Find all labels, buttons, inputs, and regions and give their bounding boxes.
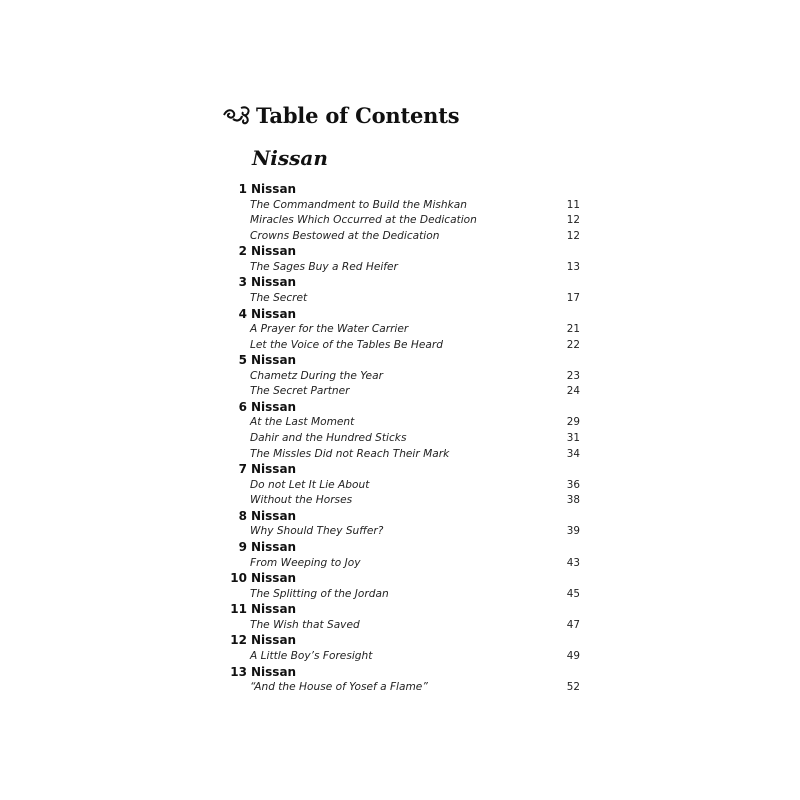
toc-day-group: [230, 571, 580, 602]
toc-entry[interactable]: [230, 680, 580, 696]
toc-entry[interactable]: [230, 384, 580, 400]
entry-page-number: 24: [566, 385, 580, 398]
entry-title: The Splitting of the Jordan: [250, 587, 389, 600]
section-title: Nissan: [252, 146, 328, 170]
day-label: Nissan: [251, 353, 297, 368]
toc-heading: [222, 100, 459, 130]
entry-title: The Wish that Saved: [250, 618, 360, 631]
toc-day-group: [230, 182, 580, 244]
day-label: Nissan: [251, 182, 297, 196]
entry-page-number: 21: [566, 323, 580, 336]
day-label: Nissan: [251, 244, 297, 259]
entry-title: A Prayer for the Water Carrier: [250, 323, 409, 336]
toc-day-group: [230, 462, 580, 509]
toc-entry[interactable]: [230, 260, 580, 276]
day-number: 2: [238, 244, 247, 259]
day-heading: [230, 665, 580, 681]
entry-page-number: 47: [566, 618, 580, 631]
day-number: 12: [230, 633, 247, 648]
day-number: 4: [238, 306, 247, 321]
entry-page-number: 17: [566, 291, 580, 304]
entry-title: From Weeping to Joy: [250, 556, 361, 569]
entry-title: Why Should They Suffer?: [250, 525, 384, 538]
day-label: Nissan: [251, 633, 297, 648]
day-heading: [230, 602, 580, 618]
toc-entry[interactable]: [230, 618, 580, 634]
toc-entry[interactable]: [230, 447, 580, 463]
day-heading: [230, 244, 580, 260]
day-label: Nissan: [251, 571, 297, 586]
toc-entry[interactable]: [230, 213, 580, 229]
toc-day-group: [230, 633, 580, 664]
day-label: Nissan: [251, 539, 297, 554]
entry-page-number: 13: [566, 260, 580, 273]
entry-title: Miracles Which Occurred at the Dedication: [250, 214, 477, 227]
toc-entry[interactable]: [230, 415, 580, 431]
day-label: Nissan: [251, 602, 297, 617]
toc-entry[interactable]: [230, 649, 580, 665]
toc-day-group: [230, 602, 580, 633]
entry-title: A Little Boy’s Foresight: [250, 649, 373, 662]
day-number: 5: [238, 353, 247, 368]
toc-day-group: [230, 307, 580, 354]
day-heading: [230, 462, 580, 478]
entry-page-number: 43: [566, 556, 580, 569]
day-number: 1: [238, 182, 247, 196]
day-heading: [230, 571, 580, 587]
day-label: Nissan: [251, 399, 297, 414]
entry-title: Crowns Bestowed at the Dedication: [250, 229, 440, 242]
entry-title: The Commandment to Build the Mishkan: [250, 198, 467, 211]
day-number: 7: [238, 462, 247, 477]
day-label: Nissan: [251, 275, 297, 290]
entry-page-number: 12: [566, 229, 580, 242]
day-number: 11: [230, 602, 247, 617]
toc-entry[interactable]: [230, 322, 580, 338]
entry-page-number: 49: [566, 649, 580, 662]
entry-title: The Sages Buy a Red Heifer: [250, 260, 398, 273]
day-number: 13: [230, 664, 247, 679]
entry-title: The Missles Did not Reach Their Mark: [250, 447, 450, 460]
entry-page-number: 34: [566, 447, 580, 460]
entry-page-number: 31: [566, 432, 580, 445]
toc-entry[interactable]: [230, 198, 580, 214]
day-heading: [230, 509, 580, 525]
day-heading: [230, 633, 580, 649]
toc-day-group: [230, 400, 580, 462]
page-title: Table of Contents: [256, 102, 460, 128]
day-heading: [230, 540, 580, 556]
day-heading: [230, 353, 580, 369]
scroll-ornament-icon: [222, 104, 256, 126]
entry-title: Without the Horses: [250, 494, 353, 507]
toc-entry[interactable]: [230, 338, 580, 354]
day-heading: [230, 275, 580, 291]
toc-day-group: [230, 353, 580, 400]
entry-title: Let the Voice of the Tables Be Heard: [250, 338, 443, 351]
toc-day-group: [230, 244, 580, 275]
entry-title: Do not Let It Lie About: [250, 478, 370, 491]
entry-page-number: 45: [566, 587, 580, 600]
entry-title: The Secret: [250, 291, 308, 304]
entry-title: Dahir and the Hundred Sticks: [250, 432, 407, 445]
entry-page-number: 22: [566, 338, 580, 351]
entry-title: The Secret Partner: [250, 385, 350, 398]
day-label: Nissan: [251, 306, 297, 321]
toc-entry[interactable]: [230, 229, 580, 245]
entry-page-number: 39: [566, 525, 580, 538]
toc-day-group: [230, 509, 580, 540]
entry-title: Chametz During the Year: [250, 369, 383, 382]
day-label: Nissan: [251, 462, 297, 477]
entry-title: At the Last Moment: [250, 416, 355, 429]
toc-day-group: [230, 540, 580, 571]
entry-page-number: 38: [566, 494, 580, 507]
toc-day-group: [230, 275, 580, 306]
entry-page-number: 12: [566, 214, 580, 227]
toc-entry[interactable]: [230, 431, 580, 447]
toc-entry[interactable]: [230, 478, 580, 494]
day-heading: [230, 307, 580, 323]
day-number: 6: [238, 399, 247, 414]
entry-page-number: 11: [566, 198, 580, 211]
entry-page-number: 23: [566, 369, 580, 382]
toc-entry[interactable]: [230, 291, 580, 307]
toc-entry[interactable]: [230, 524, 580, 540]
toc-list: [230, 182, 580, 696]
day-heading: [230, 400, 580, 416]
day-label: Nissan: [251, 664, 297, 679]
toc-entry[interactable]: [230, 587, 580, 603]
entry-page-number: 36: [566, 478, 580, 491]
day-number: 9: [238, 539, 247, 554]
day-heading: [230, 182, 580, 198]
day-number: 8: [238, 508, 247, 523]
toc-entry[interactable]: [230, 369, 580, 385]
toc-entry[interactable]: [230, 556, 580, 572]
day-number: 3: [238, 275, 247, 290]
day-number: 10: [230, 571, 247, 586]
entry-page-number: 29: [566, 416, 580, 429]
toc-day-group: [230, 665, 580, 696]
day-label: Nissan: [251, 508, 297, 523]
entry-page-number: 52: [566, 681, 580, 694]
entry-title: “And the House of Yosef a Flame”: [250, 681, 428, 694]
toc-entry[interactable]: [230, 493, 580, 509]
